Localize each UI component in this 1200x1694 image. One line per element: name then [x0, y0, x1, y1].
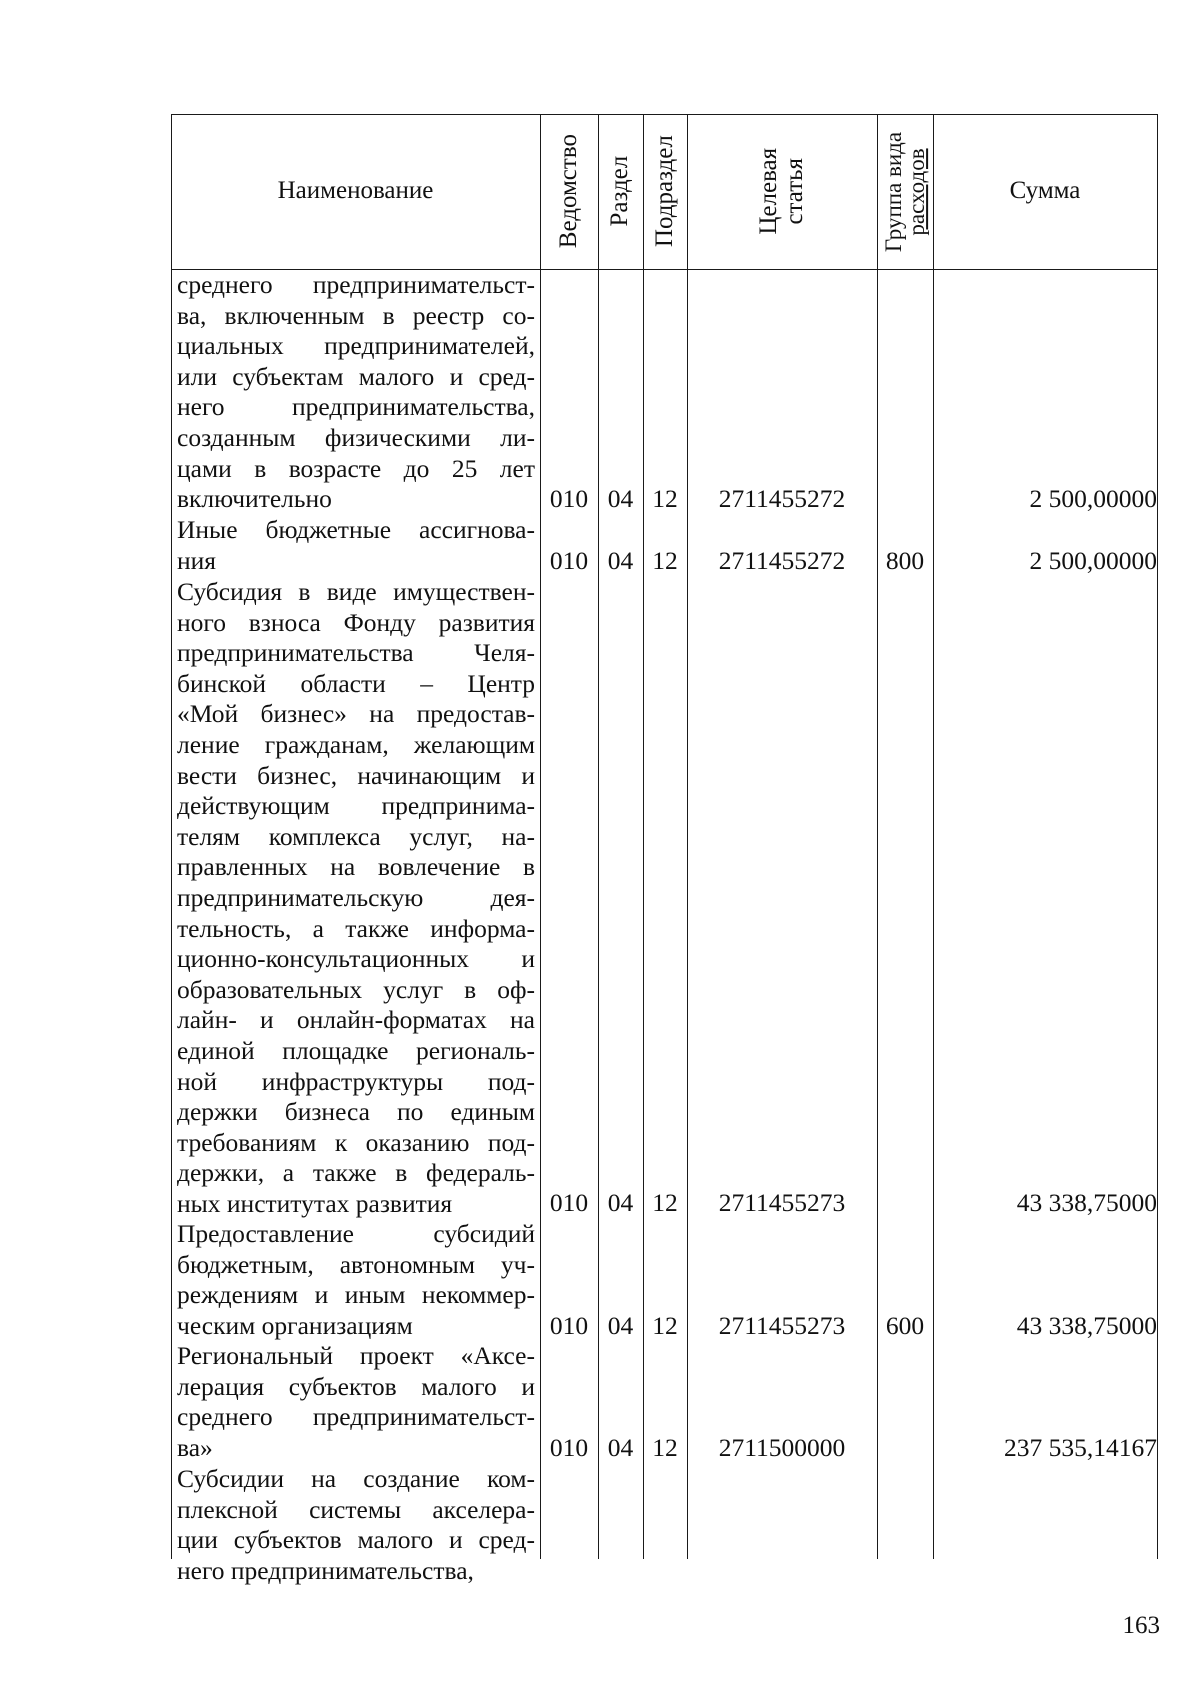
name-line: включительно — [177, 484, 332, 514]
row4-podrazdel: 12 — [652, 1311, 678, 1340]
name-line: ление гражданам, желающим — [177, 729, 535, 759]
header-podrazdel-label: Подраздел — [650, 135, 678, 248]
header-celevaya — [687, 114, 877, 269]
name-line: «Мой бизнес» на предостав- — [177, 699, 535, 729]
col-divider-grp — [933, 114, 934, 1559]
name-line: лайн- и онлайн-форматах на — [177, 1005, 535, 1035]
row3-summa: 43 338,75000 — [1016, 1188, 1157, 1217]
row4-celevaya: 2711455273 — [718, 1311, 846, 1340]
header-gruppa-label — [882, 131, 928, 251]
name-line: держки бизнеса по единым — [177, 1097, 535, 1127]
name-line: Предоставление субсидий — [177, 1219, 535, 1248]
row-name-5 — [177, 1341, 535, 1463]
name-line: ва, включенным в реестр со- — [177, 300, 535, 330]
row5-summa: 237 535,14167 — [1004, 1433, 1157, 1462]
name-line: бюджетным, автономным уч- — [177, 1249, 535, 1279]
name-line: ного взноса Фонду развития — [177, 607, 535, 637]
header-celevaya-line2: статья — [780, 158, 808, 225]
name-line: Субсидии на создание ком- — [177, 1464, 535, 1493]
header-celevaya-line1: Целевая — [754, 148, 782, 235]
header-gruppa — [877, 114, 933, 269]
name-line: действующим предпринима- — [177, 791, 535, 821]
col-divider-ved — [598, 114, 599, 1559]
row5-celevaya: 2711500000 — [718, 1433, 846, 1462]
row-name-3 — [177, 577, 535, 1219]
row3-razdel: 04 — [607, 1188, 634, 1217]
header-vedomstvo-label: Ведомство — [554, 134, 582, 249]
header-summa — [933, 114, 1157, 269]
name-line: единой площадке региональ- — [177, 1035, 535, 1065]
col-divider-name — [540, 114, 541, 1559]
name-line: него предпринимательства, — [177, 1555, 474, 1585]
name-line: предпринимательства Челя- — [177, 638, 535, 668]
name-line: ния — [177, 545, 217, 575]
name-line: среднего предпринимательст- — [177, 1402, 535, 1432]
row3-vedomstvo: 010 — [549, 1188, 589, 1217]
row-name-6 — [177, 1464, 535, 1586]
page-number: 163 — [1122, 1612, 1160, 1639]
name-line: ва» — [177, 1432, 213, 1462]
name-line: ных институтах развития — [177, 1188, 453, 1218]
table-right-border — [1157, 114, 1158, 1559]
header-celevaya-label — [756, 148, 809, 235]
name-line: ной инфраструктуры под- — [177, 1066, 535, 1096]
row1-summa: 2 500,00000 — [1029, 484, 1157, 513]
row5-vedomstvo: 010 — [549, 1433, 589, 1462]
row2-gruppa: 800 — [885, 546, 925, 575]
name-line: предпринимательскую дея- — [177, 882, 535, 912]
row-name-2 — [177, 515, 535, 576]
row4-gruppa: 600 — [885, 1311, 925, 1340]
name-line: Субсидия в виде имуществен- — [177, 577, 535, 606]
name-line: бинской области – Центр — [177, 668, 535, 698]
name-line: него предпринимательства, — [177, 392, 535, 422]
row4-razdel: 04 — [607, 1311, 634, 1340]
col-divider-cel — [877, 114, 878, 1559]
row2-vedomstvo: 010 — [549, 546, 589, 575]
col-divider-raz — [643, 114, 644, 1559]
row1-vedomstvo: 010 — [549, 484, 589, 513]
name-line: ческим организациям — [177, 1310, 413, 1340]
row1-podrazdel: 12 — [652, 484, 678, 513]
row3-celevaya: 2711455273 — [718, 1188, 846, 1217]
name-line: ционно-консультационных и — [177, 944, 535, 974]
header-gruppa-line2: расходов — [904, 147, 930, 236]
name-line: цами в возрасте до 25 лет — [177, 453, 535, 483]
row4-vedomstvo: 010 — [549, 1311, 589, 1340]
row3-podrazdel: 12 — [652, 1188, 678, 1217]
name-line: Региональный проект «Аксе- — [177, 1341, 535, 1370]
header-podrazdel — [643, 114, 687, 269]
row1-celevaya: 2711455272 — [718, 484, 846, 513]
header-name-label: Наименование — [277, 177, 434, 205]
row2-podrazdel: 12 — [652, 546, 678, 575]
name-line: требованиям к оказанию под- — [177, 1127, 535, 1157]
name-line: вести бизнес, начинающим и — [177, 760, 535, 790]
col-divider-pod — [687, 114, 688, 1559]
name-line: созданным физическими ли- — [177, 422, 535, 452]
row2-summa: 2 500,00000 — [1029, 546, 1157, 575]
row-name-1 — [177, 270, 535, 515]
row4-summa: 43 338,75000 — [1016, 1311, 1157, 1340]
header-gruppa-line1: Группа вида — [881, 131, 907, 252]
header-razdel-label: Раздел — [606, 156, 634, 227]
header-summa-label: Сумма — [1009, 177, 1081, 205]
header-vedomstvo — [540, 114, 598, 269]
name-line: среднего предпринимательст- — [177, 270, 535, 299]
name-line: тельность, а также информа- — [177, 913, 535, 943]
name-line: держки, а также в федераль- — [177, 1158, 535, 1188]
table-left-border — [171, 114, 172, 1559]
row2-razdel: 04 — [607, 546, 634, 575]
row5-razdel: 04 — [607, 1433, 634, 1462]
name-line: лерация субъектов малого и — [177, 1371, 535, 1401]
name-line: образовательных услуг в оф- — [177, 974, 535, 1004]
name-line: телям комплекса услуг, на- — [177, 821, 535, 851]
name-line: правленных на вовлечение в — [177, 852, 535, 882]
name-line: плексной системы акселера- — [177, 1494, 535, 1524]
header-name — [171, 114, 540, 269]
name-line: реждениям и иным некоммер- — [177, 1280, 535, 1310]
row2-celevaya: 2711455272 — [718, 546, 846, 575]
row5-podrazdel: 12 — [652, 1433, 678, 1462]
name-line: Иные бюджетные ассигнова- — [177, 515, 535, 544]
name-line: циальных предпринимателей, — [177, 331, 535, 361]
row1-razdel: 04 — [607, 484, 634, 513]
name-line: ции субъектов малого и сред- — [177, 1525, 535, 1555]
row-name-4 — [177, 1219, 535, 1341]
name-line: или субъектам малого и сред- — [177, 361, 535, 391]
header-razdel — [598, 114, 643, 269]
